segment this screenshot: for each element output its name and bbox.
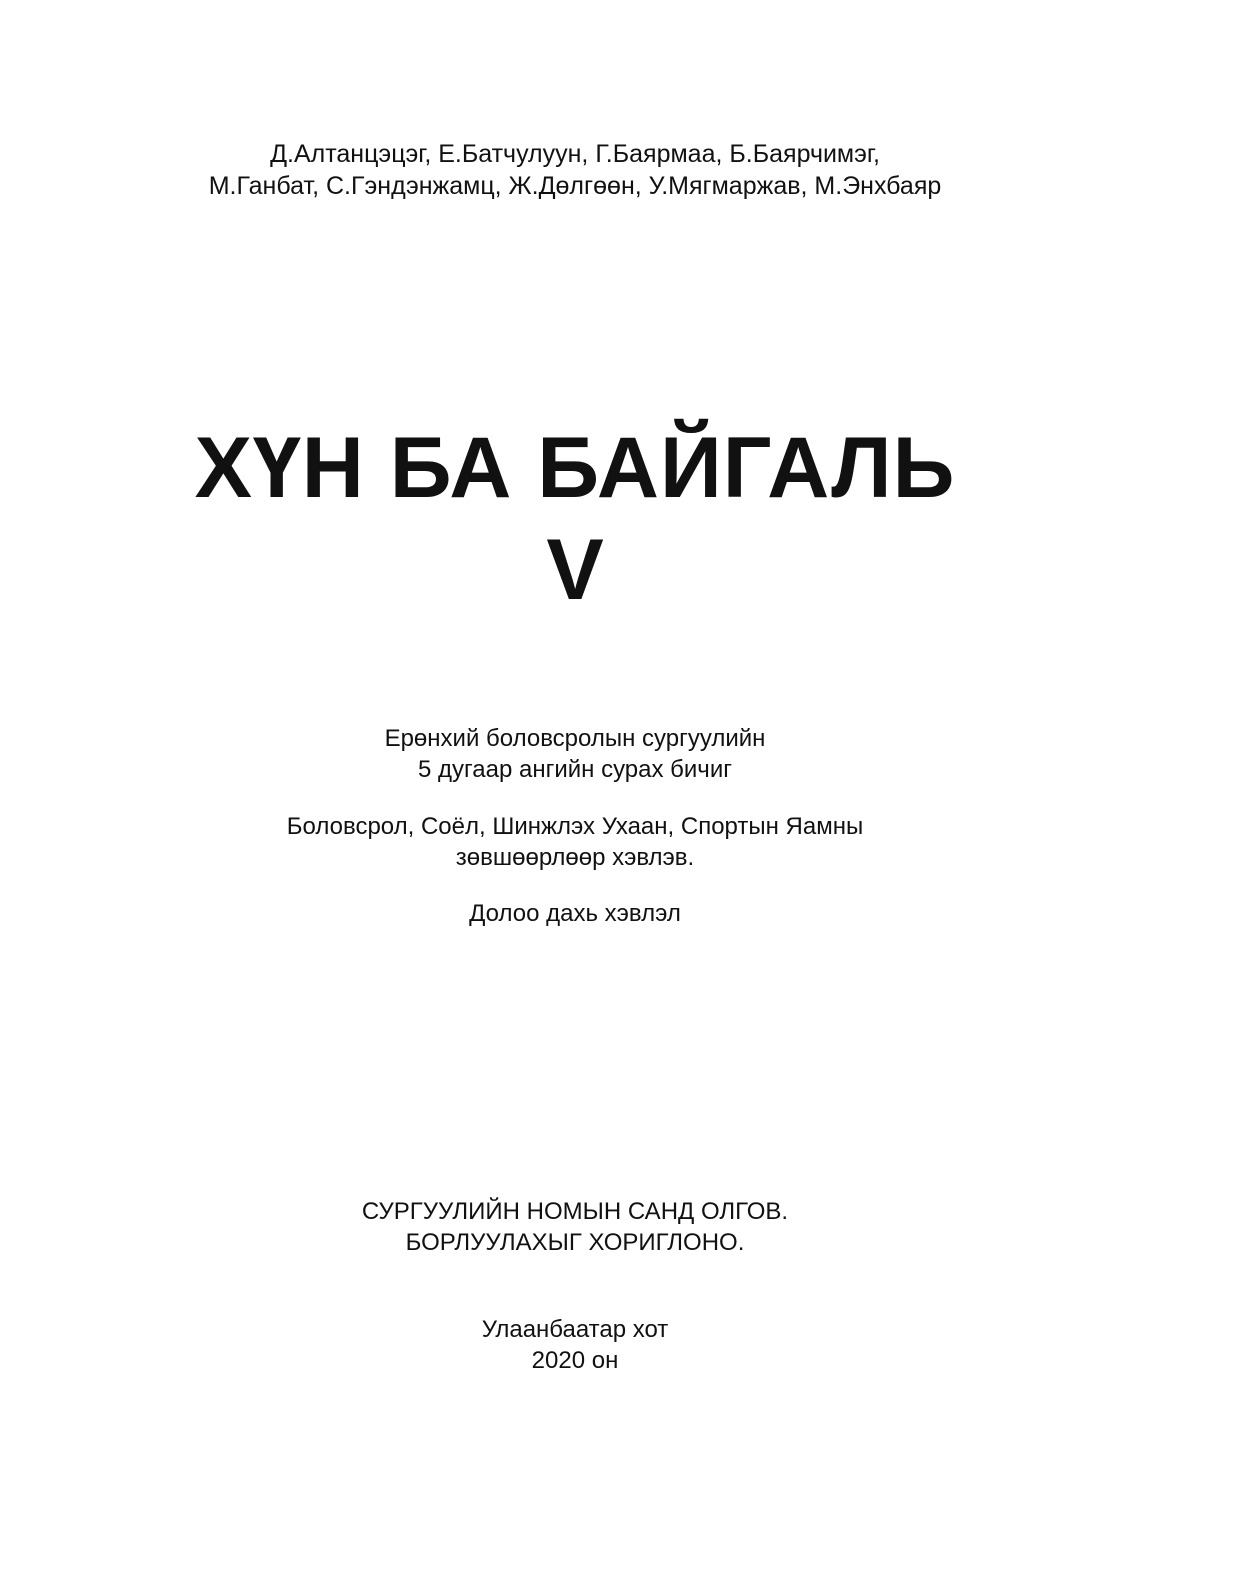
publication-place [0, 1314, 1150, 1376]
author-line-2: М.Ганбат, С.Гэндэнжамц, Ж.Дөлгөөн, У.Мягмаржав, М.Энхбаяр [208, 172, 942, 200]
author-list [0, 138, 1150, 202]
publication-city: Улаанбаатар хот [481, 1316, 669, 1343]
ministry-approval [0, 811, 1150, 873]
book-subtitle [0, 723, 1150, 785]
notice-line-2: БОРЛУУЛАХЫГ ХОРИГЛОНО. [405, 1229, 745, 1256]
library-notice [0, 1196, 1150, 1258]
publication-year: 2020 он [531, 1347, 619, 1374]
volume-number: V [546, 522, 604, 618]
approval-line-1: Боловсрол, Соёл, Шинжлэх Ухаан, Спортын Яамны [286, 813, 864, 840]
author-line-1: Д.Алтанцэцэг, Е.Батчулуун, Г.Баярмаа, Б.Баярчимэг, [270, 140, 880, 168]
edition-note: Долоо дахь хэвлэл [469, 900, 681, 927]
approval-line-2: зөвшөөрлөөр хэвлэв. [455, 844, 695, 871]
subtitle-line-2: 5 дугаар ангийн сурах бичиг [418, 756, 732, 783]
subtitle-line-1: Ерөнхий боловсролын сургуулийн [384, 725, 766, 752]
notice-line-1: СУРГУУЛИЙН НОМЫН САНД ОЛГОВ. [361, 1198, 789, 1225]
book-title: ХҮН БА БАЙГАЛЬ [194, 420, 956, 516]
